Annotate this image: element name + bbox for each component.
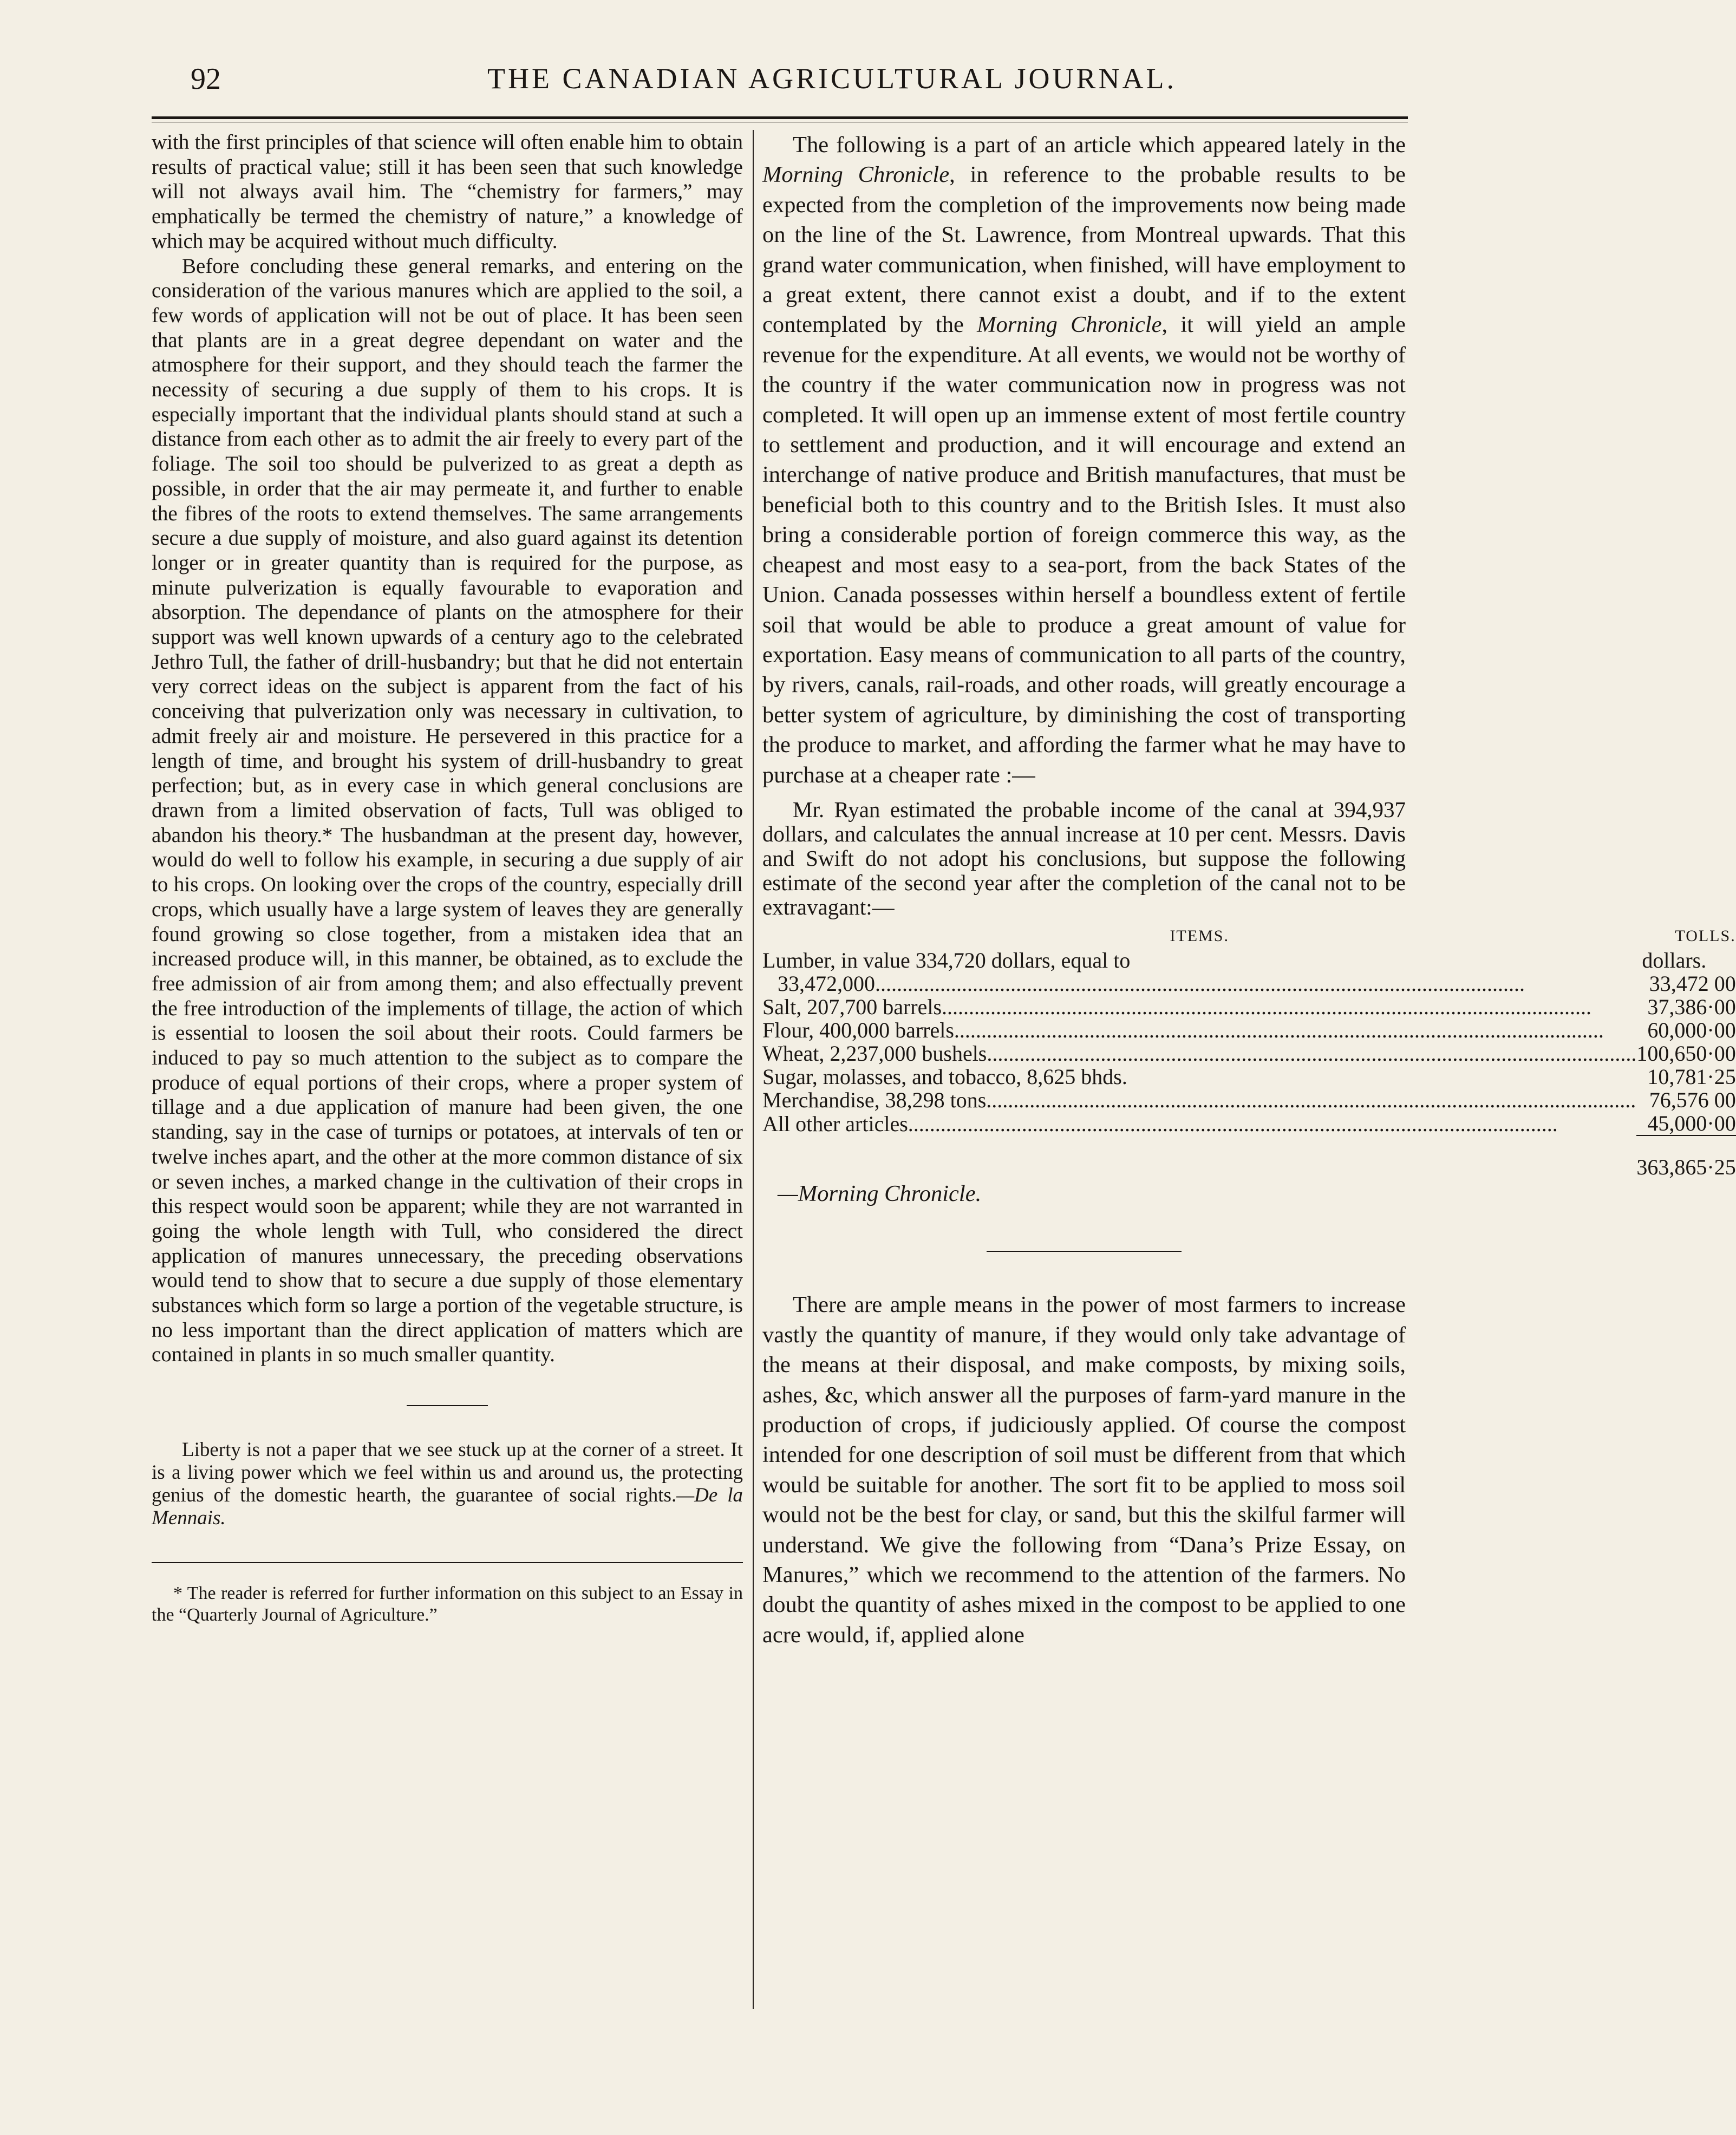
intro-newspaper-name: Morning Chronicle bbox=[762, 162, 950, 188]
row-label-text: Wheat, 2,237,000 bushels........................................................................................................................ bbox=[762, 1041, 1637, 1066]
row-label bbox=[762, 995, 1636, 1018]
table-total-row bbox=[762, 1135, 1736, 1179]
column-rule bbox=[753, 130, 754, 2009]
row-value: 76,576 00 bbox=[1649, 1087, 1736, 1112]
table-row bbox=[762, 949, 1736, 972]
footnote-text: * The reader is referred for further information on this subject to an Essay in the “Quarterly Journal of Agriculture.” bbox=[152, 1583, 743, 1625]
row-value: 100,650·00 bbox=[1636, 1041, 1736, 1066]
footnote bbox=[152, 1562, 743, 1626]
table-row bbox=[762, 972, 1736, 995]
row-label bbox=[762, 1088, 1636, 1112]
row-label bbox=[762, 1018, 1636, 1042]
row-label: Lumber, in value 334,720 dollars, equal to bbox=[762, 948, 1131, 972]
ryan-paragraph: Mr. Ryan estimated the probable income of the canal at 394,937 dollars, and calculates the annual increase at 10 per cent. Messrs. Davis and Swift do not adopt his conclusions, but suppose the following estimate of the second year after the completion of the canal not to be extravagant:— bbox=[762, 796, 1406, 919]
row-value: 33,472 00 bbox=[1649, 971, 1736, 996]
col-items: ITEMS. bbox=[1170, 926, 1229, 945]
row-value: 37,386·00 bbox=[1647, 994, 1736, 1019]
row-label-text: Merchandise, 38,298 tons........................................................................................................................ bbox=[762, 1087, 1636, 1112]
table-row bbox=[762, 1088, 1736, 1112]
intro-paragraph bbox=[762, 130, 1406, 790]
left-column bbox=[152, 130, 743, 1626]
row-label-text: All other articles........................................................................................................................ bbox=[762, 1111, 1558, 1136]
manure-paragraph: There are ample means in the power of most farmers to increase vastly the quantity of manure, if they would only take advantage of the means at their disposal, and make composts, by mixing soils, ashes, &c, which answer all the purposes of farm-yard manure in the production of crops, if judiciously applied. Of course the compost intended for one description of soil must be different from that which would be suitable for another. The sort fit to be applied to moss soil would not be the best for clay, or sand, but this the skilful farmer will understand. We give the following from “Dana’s Prize Essay, on Manures,” which we recommend to the attention of the farmers. No doubt the quantity of ashes mixed in the compost to be applied to one acre would, if, applied alone bbox=[762, 1292, 1406, 1648]
running-head: THE CANADIAN AGRICULTURAL JOURNAL. bbox=[487, 62, 1177, 95]
tolls-table bbox=[762, 927, 1736, 1179]
right-column bbox=[762, 130, 1736, 1650]
table-row bbox=[762, 1065, 1736, 1088]
left-paragraph-1: with the first principles of that science will often enable him to obtain results of practical value; still it has been seen that such knowledge will not always avail him. The “chemistry for farmers,” may emphatically be termed the chemistry of nature,” a knowledge of which may be acquired without much difficulty. bbox=[152, 130, 743, 253]
row-label-text: Flour, 400,000 barrels........................................................................................................................ bbox=[762, 1017, 1604, 1042]
row-label bbox=[762, 972, 1636, 995]
source-text: —Morning Chronicle. bbox=[778, 1180, 982, 1206]
row-label bbox=[762, 1065, 1636, 1088]
row-label-text: Salt, 207,700 barrels........................................................................................................................ bbox=[762, 994, 1592, 1019]
table-row bbox=[762, 1112, 1736, 1135]
col-tolls: TOLLS. bbox=[1675, 926, 1736, 945]
intro-text-2: , in reference to the probable results to be expected from the completion of the improvements now being made on the line of the St. Lawrence, from Montreal upwards. That this grand water communication, when finished, will have employment to a great extent, there cannot exist a doubt, and if to the extent contemplated by the bbox=[762, 162, 1406, 338]
liberty-quote bbox=[152, 1439, 743, 1530]
row-label-text: 33,472,000........................................................................................................................ bbox=[778, 971, 1525, 996]
page-number: 92 bbox=[191, 62, 221, 96]
table-row bbox=[762, 1018, 1736, 1042]
intro-text-1: The following is a part of an article which appeared lately in the bbox=[793, 132, 1406, 158]
intro-text-3: , it will yield an ample revenue for the expenditure. At all events, we would not be worthy of the country if the water communication now in progress was not completed. It will open up an immense extent of most fertile country to settlement and production, and it will encourage and extend an interchange of native produce and British manufactures, that must be beneficial both to this country and to the British Isles. It must also bring a considerable portion of foreign commerce this way, as the cheapest and most easy to a sea-port, from the back States of the Union. Canada possesses within herself a boundless extent of fertile soil that would be able to produce a great amount of value for exportation. Easy means of communication to all parts of the country, by rivers, canals, rail-roads, and other roads, will greatly encourage a better system of agriculture, by diminishing the cost of transporting the produce to market, and affording the farmer what he may have to purchase at a cheaper rate :— bbox=[762, 312, 1406, 788]
row-value: 10,781·25 bbox=[1647, 1064, 1736, 1089]
total-spacer bbox=[762, 1135, 1636, 1179]
table-row bbox=[762, 1042, 1736, 1065]
table-row bbox=[762, 995, 1736, 1018]
row-unit: dollars. bbox=[1642, 948, 1707, 972]
table-total: 363,865·25 bbox=[1636, 1135, 1735, 1179]
section-separator-right bbox=[987, 1251, 1182, 1252]
left-paragraph-2: Before concluding these general remarks, and entering on the consideration of the various manures which are applied to the soil, a few words of application will not be out of place. It has been seen that plants are in a great degree dependant on water and the atmosphere for their support, and they should teach the farmer the necessity of securing a due supply of them to his crops. It is especially important that the individual plants should stand at such a distance from each other as to admit the air freely to every part of the foliage. The soil too should be pulverized to as great a depth as possible, in order that the air may permeate it, and further to enable the fibres of the roots to extend themselves. The same arrangements secure a due supply of moisture, and also guard against its detention longer or in greater quantity than is required for the purpose, as minute pulverization is equally favourable to evaporation and absorption. The dependance of plants on the atmosphere for their support was well known upwards of a century ago to the celebrated Jethro Tull, the father of drill-husbandry; but that he did not entertain very correct ideas on the subject is apparent from the fact of his conceiving that pulverization only was necessary in cultivation, to admit freely air and moisture. He persevered in this practice for a length of time, and brought his system of drill-husbandry to great perfection; but, as in every case in which general conclusions are drawn from a limited observation of facts, Tull was obliged to abandon his theory.* The husbandman at the present day, however, would do well to follow his example, in securing a due supply of air to his crops. On looking over the crops of the country, especially drill crops, which usually have a large system of leaves they are generally found growing so close together, from a mistaken idea that an increased produce will, in this manner, be obtained, as to exclude the free admission of air from among them; and also effectually prevent the free introduction of the implements of tillage, the action of which is essential to loosen the soil about their roots. Could farmers be induced to pay so much attention to the subject as to compare the produce of equal portions of their crops, where a proper system of tillage and a due application of manure had been given, the one standing, say in the case of turnips or potatoes, at intervals of ten or twelve inches apart, and the other at the more common distance of six or seven inches, a marked change in the cultivation of their crops in this respect would soon be apparent; while they are not warranted in going the whole length with Tull, who considered the direct application of manures unnecessary, the preceding observations would tend to show that to secure a due supply of those elementary substances which form so large a portion of the vegetable structure, is no less important than the direct application of matters which are contained in plants in so much smaller quantity. bbox=[152, 254, 743, 1367]
intro-newspaper-name-2: Morning Chronicle bbox=[977, 312, 1162, 338]
row-value: 60,000·00 bbox=[1647, 1017, 1736, 1042]
quote-text: Liberty is not a paper that we see stuck up at the corner of a street. It is a living power which we feel within us and around us, the protecting genius of the domestic hearth, the guarantee of social rights. bbox=[152, 1439, 743, 1507]
source-attribution bbox=[762, 1179, 1406, 1209]
row-label bbox=[762, 1112, 1636, 1135]
header-rule bbox=[152, 116, 1408, 119]
row-label bbox=[762, 1042, 1636, 1065]
section-separator bbox=[407, 1405, 488, 1406]
row-value: 45,000·00 bbox=[1647, 1111, 1736, 1135]
table-body bbox=[762, 972, 1736, 1135]
row-label-text: Sugar, molasses, and tobacco, 8,625 bhds. bbox=[762, 1064, 1127, 1089]
quote-attribution: —De la Mennais. bbox=[152, 1484, 743, 1530]
table-header-row bbox=[762, 927, 1736, 949]
